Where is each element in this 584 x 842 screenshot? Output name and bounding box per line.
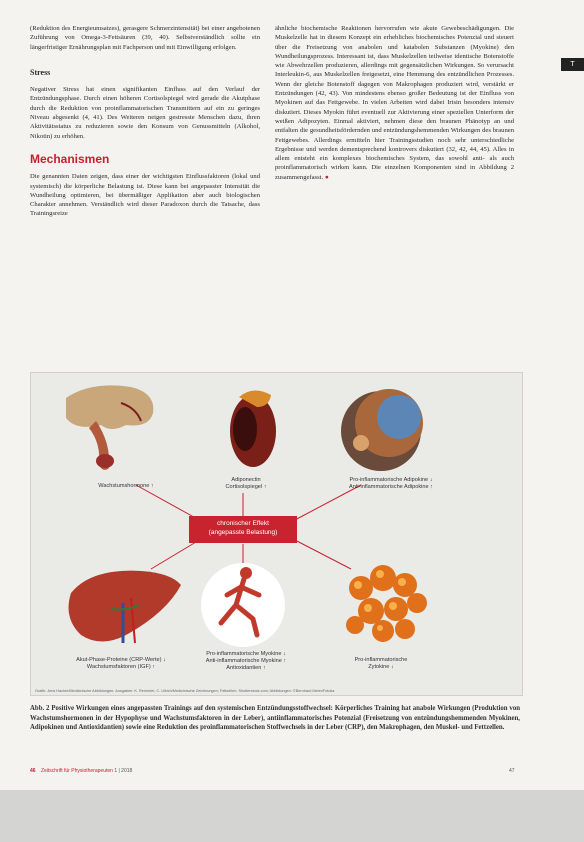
label-growth-hormones: Wachstumshormone ↑ xyxy=(98,483,154,489)
journal-name: Zeitschrift für Physiotherapeuten xyxy=(40,768,113,774)
cells-image xyxy=(346,565,427,642)
right-paragraph-text: ähnliche biochemische Reaktionen hervorrufen wie akute Gewebeschädigungen. Die Muskelzelle hat in diesem Konzept ein erhebliches biochemisches Potenzial und steuert über die Freisetzung von anabolen und katabolen Substanzen (Myokine) den Wundheilungsprozess. Interessant ist, dass Muskelzellen teilweise identische Botenstoffe wie Abwehrzellen produzieren, allerdings mit gegensätzlichen Wirkungen. So verursacht Interleukin-6, aus Muskelzellen freigesetzt, eine Hemmung des entzündlichen Prozesses. Wenn der gleiche Botenstoff dagegen von Makrophagen produziert wird, verstärkt er Entzündungen (42, 43). Von mindestens ebenso großer Bedeutung ist der Einfluss von Myokinen auf das Fettgewebe. In vielen Arbeiten wird dabei Irisin besonders intensiv diskutiert. Dieses Myokin führt eventuell zur Aktivierung einer speziellen Unterform der weißen Adipozyten. Einmal aktiviert, nehmen diese den braunen Phänotyp an und entfalten die gesundheitsfördernden und entzündungshemmenden Wirkungen des braunen Fettgewebes. Allerdings ermitteln hier Trainingsstudien noch sehr unterschiedliche Ergebnisse und werden dementsprechend kontrovers diskutiert (32, 42, 44, 45). Alles in allem entsteht ein komplexes biochemisches System, das sowohl anti- als auch proinflammatorisch wirken kann. Die einzelnen Komponenten sind in Abbildung 2 zusammengefasst. xyxy=(275,25,514,181)
heading-stress: Stress xyxy=(30,67,51,77)
fat-cell-image xyxy=(341,389,423,471)
kidney-image xyxy=(230,390,276,467)
footer-left xyxy=(30,768,132,774)
label-acute-phase-proteins: Akut-Phase-Proteine (CRP-Werte) ↓ Wachstumsfaktoren (IGF) ↑ xyxy=(76,657,166,670)
page-number-right: 47 xyxy=(509,768,515,774)
liver-image xyxy=(69,571,181,643)
figure-2 xyxy=(30,372,523,696)
chronic-effect-box xyxy=(189,516,297,543)
runner-image xyxy=(201,563,285,647)
scan-background xyxy=(0,790,584,842)
right-column xyxy=(275,24,514,182)
journal-issue: 1 | 2018 xyxy=(114,768,133,774)
left-paragraph-2: Negativer Stress hat einen signifikanten Einfluss auf den Verlauf der Entzündungsphase. Durch einen höheren Cortisolspiegel wird gerade die Akutphase durch die Reduktion von proinflammatorischen Transmittern auf ein zu geringes Niveau abgesenkt (4, 41). Des Weiteren neigen gestresste Menschen dazu, ihren Aktivitätsstatus zu reduzieren sowie den Konsum von Genussmitteln (Alkohol, Nikotin) zu erhöhen. xyxy=(30,86,260,140)
label-myokines: Pro-inflammatorische Myokine ↓ Anti-inflammatorische Myokine ↑ Antioxidantien ↑ xyxy=(205,651,287,671)
pituitary-image xyxy=(66,385,153,469)
label-adiponectin: Adiponectin Cortisolspiegel ↑ xyxy=(225,477,267,490)
label-adipokines: Pro-inflammatorische Adipokine ↓ Anti-inflammatorische Adipokine ↑ xyxy=(349,477,433,490)
right-paragraph-1 xyxy=(275,24,514,182)
section-tab: T xyxy=(561,58,584,71)
heading-mechanismen: Mechanismen xyxy=(30,151,110,166)
figure-caption: Abb. 2 Positive Wirkungen eines angepassten Trainings auf den systemischen Entzündungsstoffwechsel: Körperliches Training hat anabole Wirkungen (Produktion von Wachstumshormonen in der Hypophyse und Wachstumsfaktoren in der Leber), antiinflammatorisches Potenzial (Freisetzung von entzündungshemmenden Myokinen, Adipokinen und Antioxidantien) sowie eine Reduktion des proinflammatorischen Stoffwechsels in der Leber (CRP), den Makrophagen, den Muskel- und Fettzellen. xyxy=(30,705,520,731)
figure-credit: Grafik: Jens Hacker/Medizinische Abbildungen; Ausgaben: K. Remmler, C. Ullrich/Medizinische Zeichnungen; Fettzellen: Shutterstock.com; Abbildungen: ©Bernhard Meier/Fotolia xyxy=(35,689,335,693)
page-number-left: 46 xyxy=(30,768,36,774)
left-column xyxy=(30,24,260,219)
chronic-effect-label: chronischer Effekt (angepasste Belastung) xyxy=(208,520,278,536)
end-of-article-mark: ● xyxy=(324,173,329,181)
left-paragraph-1: (Reduktion des Energieumsatzes), gerasgere Schmerzintensität) bei einer angebotenen Zuführung von Omega-3-Fettsäuren (39, 40). Selbstverständlich sollte ein längerfristiger Ernährungsplan mit Fachperson und mit Einwilligung erfolgen. xyxy=(30,25,260,51)
left-paragraph-3: Die genannten Daten zeigen, dass einer der wichtigsten Einflussfaktoren (lokal und systemisch) die körperliche Belastung ist. Diese kann bei angepasster Intensität die Wundheilung optimieren, bei übermäßiger Applikation aber auch biologischen Charakter annehmen. Verständlich wird dieser Paradoxon durch die Tatsache, dass Trainingsreize xyxy=(30,173,260,218)
label-cytokines: Pro-inflammatorische Zytokine ↓ xyxy=(354,657,408,670)
